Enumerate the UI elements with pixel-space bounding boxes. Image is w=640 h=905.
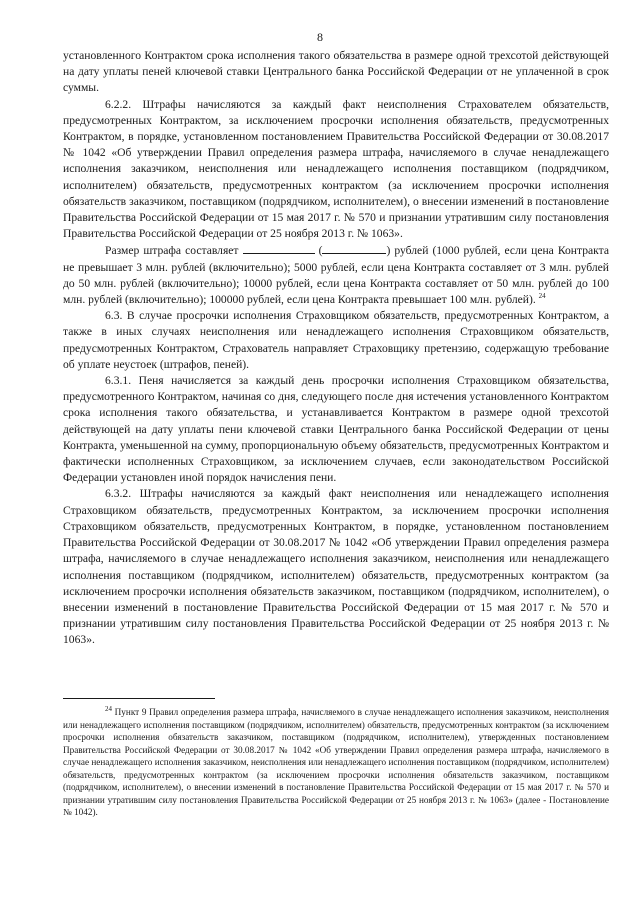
paragraph-fine-amount [63,242,609,308]
fine-amount-terms-text: ) рублей (1000 рублей, если цена Контракта не превышает 3 млн. рублей (включительно); 5000 рублей, если цена Контракта составляет от 3 млн. рублей до 50 млн. рублей (включительно); 10000 рублей, если цена Контракта составляет от 50 млн. рублей до 100 млн. рублей (включительно); 100000 рублей, если цена Контракта превышает 100 млн. рублей). [63,244,609,307]
footnote-marker: 24 [105,704,112,713]
footnote [63,706,609,819]
fine-amount-words-blank [322,242,386,254]
footnote-reference: 24 [538,292,546,301]
footnote-divider [63,698,215,699]
paragraph-6-3: 6.3. В случае просрочки исполнения Страховщиком обязательств, предусмотренных Контрактом, а также в иных случаях неисполнения или ненадлежащего исполнения Страховщиком обязательств, предусмотренных Контрактом, Страхователь направляет Страховщику претензию, содержащую требование об уплате неустоек (штрафов, пеней). [63,309,609,371]
paragraph-6-2-2: 6.2.2. Штрафы начисляются за каждый факт неисполнения Страхователем обязательств, предусмотренных Контрактом, за исключением просрочки исполнения обязательств, предусмотренных Контрактом, в порядке, установленном постановлением Правительства Российской Федерации от 30.08.2017 № 1042 «Об утверждении Правил определения размера штрафа, начисляемого в случае ненадлежащего исполнения заказчиком, неисполнения или ненадлежащего исполнения поставщиком (подрядчиком, исполнителем) обязательств, предусмотренных контрактом (за исключением просрочки исполнения обязательств заказчиком, поставщиком (подрядчиком, исполнителем), о внесении изменений в постановление Правительства Российской Федерации от 15 мая 2017 г. № 570 и признании утратившим силу постановления Правительства Российской Федерации от 25 ноября 2013 г. № 1063». [63,97,609,241]
paragraph-6-3-1: 6.3.1. Пеня начисляется за каждый день просрочки исполнения Страховщиком обязательства, предусмотренного Контрактом, начиная со дня, следующего после дня истечения установленного Контрактом срока исполнения такого обязательства, и устанавливается Контрактом в размере одной трехсотой действующей на дату уплаты пени ключевой ставки Центрального банка Российской Федерации от цены Контракта, уменьшенной на сумму, пропорциональную объему обязательств, предусмотренных Контрактом и фактически исполненных Страховщиком, за исключением случаев, если законодательством Российской Федерации установлен иной порядок начисления пени. [63,374,609,485]
document-body [63,48,609,649]
fine-amount-lead-text: Размер штрафа составляет [105,244,239,258]
footnote-text: Пункт 9 Правил определения размера штрафа, начисляемого в случае ненадлежащего исполнения заказчиком, неисполнения или ненадлежащего исполнения поставщиком (подрядчиком, исполнителем) обязательств, предусмотренных контрактом (за исключением просрочки исполнения обязательств заказчиком, поставщиком (подрядчиком, исполнителем), утвержденных постановлением Правительства Российской Федерации от 30.08.2017 № 1042 «Об утверждении Правил определения размера штрафа, начисляемого в случае ненадлежащего исполнения заказчиком, неисполнения или ненадлежащего исполнения поставщиком (подрядчиком, исполнителем) обязательств, предусмотренных контрактом (за исключением просрочки исполнения обязательств заказчиком, поставщиком (подрядчиком, исполнителем), о внесении изменений в постановление Правительства Российской Федерации от 15 мая 2017 г. № 570 и признании утратившим силу постановления Правительства Российской Федерации от 25 ноября 2013 г. № 1063» (далее - Постановление № 1042). [63,707,610,817]
fine-amount-paren-open: ( [318,244,323,258]
fine-amount-blank [243,242,315,254]
paragraph-penalty-continuation: установленного Контрактом срока исполнения такого обязательства в размере одной трехсотой действующей на дату уплаты пеней ключевой ставки Центрального банка Российской Федерации от не уплаченной в срок суммы. [63,49,609,95]
paragraph-6-3-2: 6.3.2. Штрафы начисляются за каждый факт неисполнения или ненадлежащего исполнения Страховщиком обязательств, предусмотренных Контрактом, за исключением просрочки исполнения Страховщиком обязательств, предусмотренных Контрактом, в порядке, установленном постановлением Правительства Российской Федерации от 30.08.2017 № 1042 «Об утверждении Правил определения размера штрафа, начисляемого в случае ненадлежащего исполнения заказчиком, неисполнения или ненадлежащего исполнения поставщиком (подрядчиком, исполнителем) обязательств, предусмотренных контрактом (за исключением просрочки исполнения обязательств заказчиком, поставщиком (подрядчиком, исполнителем), о внесении изменений в постановление Правительства Российской Федерации от 15 мая 2017 г. № 570 и признании утратившим силу постановления Правительства Российской Федерации от 25 ноября 2013 г. № 1063». [63,487,609,647]
page-number: 8 [317,30,323,44]
